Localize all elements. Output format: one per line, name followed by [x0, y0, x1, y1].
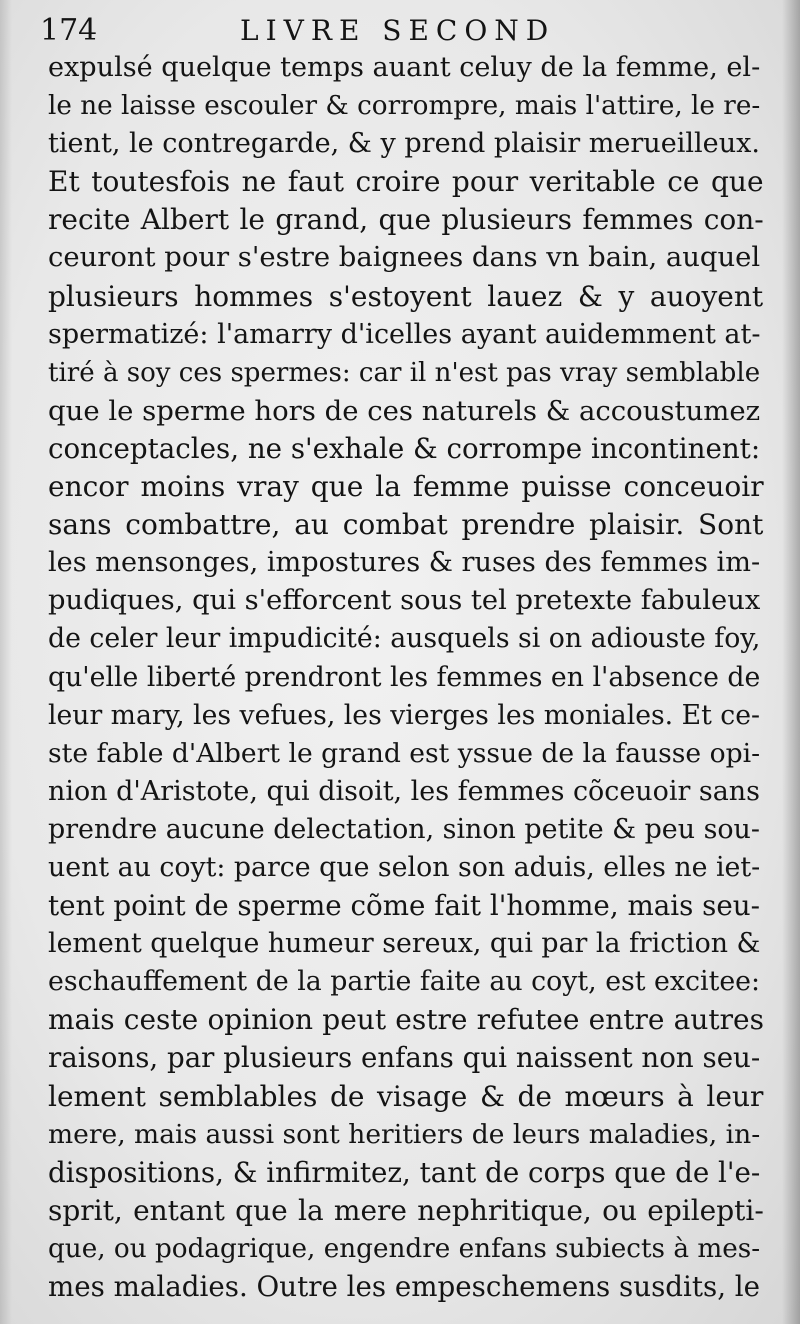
text-line: recite Albert le grand, que plusieurs femmes con- [48, 203, 764, 237]
text-line: raisons, par plusieurs enfans qui naissent non seu- [48, 1041, 761, 1075]
text-line: de celer leur impudicité: ausquels si on adiouste foy, [48, 623, 761, 655]
text-line: ste fable d'Albert le grand est yssue de la fausse opi- [48, 737, 761, 769]
text-line: tient, le contregarde, & y prend plaisir merueilleux. [48, 128, 760, 160]
text-line: les mensonges, impostures & ruses des femmes im- [48, 547, 761, 579]
page-number: 174 [40, 13, 98, 48]
page-header [40, 12, 760, 48]
text-line: Et toutesfois ne faut croire pour veritable ce que [48, 165, 764, 199]
text-line: dispositions, & infirmitez, tant de corps que de l'e- [48, 1155, 761, 1189]
running-head: LIVRE SECOND [240, 14, 556, 47]
page-left-shadow [0, 0, 12, 1324]
text-line: lement semblables de visage & de mœurs à leur [48, 1079, 764, 1113]
text-line: que le sperme hors de ces naturels & accoustumez [48, 394, 761, 427]
text-line: mere, mais aussi sont heritiers de leurs maladies, in- [48, 1118, 761, 1150]
text-line: tiré à soy ces spermes: car il n'est pas vray semblable [48, 357, 761, 388]
text-line: plusieurs hommes s'estoyent lauez & y auoyent [48, 279, 764, 313]
text-line: encor moins vray que la femme puisse conceuoir [48, 470, 764, 504]
text-line: eschauffement de la partie faite au coyt, est excitee: [48, 966, 761, 998]
text-line: leur mary, les vefues, les vierges les moniales. Et ce- [48, 699, 760, 731]
text-line: que, ou podagrique, engendre enfans subiects à mes- [48, 1233, 761, 1264]
text-line: sans combattre, au combat prendre plaisir. Sont [48, 508, 764, 542]
text-line: qu'elle liberté prendront les femmes en l'absence de [48, 661, 761, 693]
text-line: mais ceste opinion peut estre refutee entre autres [48, 1003, 764, 1037]
text-line: le ne laisse escouler & corrompre, mais l'attire, le re- [48, 91, 761, 122]
text-line: conceptacles, ne s'exhale & corrompe incontinent: [48, 431, 761, 465]
text-line: tent point de sperme cõme fait l'homme, mais seu- [48, 889, 761, 923]
text-line: ceuront pour s'estre baignees dans vn bain, auquel [48, 242, 761, 274]
text-line: expulsé quelque temps auant celuy de la femme, el- [48, 52, 761, 83]
text-line: spermatizé: l'amarry d'icelles ayant auidemment at- [48, 318, 761, 350]
text-line: nion d'Aristote, qui disoit, les femmes cõceuoir sans [48, 775, 760, 807]
text-line: pudiques, qui s'efforcent sous tel pretexte fabuleux [48, 585, 761, 617]
text-line: prendre aucune delectation, sinon petite & peu sou- [48, 813, 760, 845]
text-line: lement quelque humeur sereux, qui par la friction & [48, 928, 761, 960]
body-text [48, 49, 764, 1306]
text-line: mes maladies. Outre les empeschemens susdits, le [48, 1270, 761, 1303]
text-line: sprit, entant que la mere nephritique, ou epilepti- [48, 1193, 764, 1227]
text-line: uent au coyt: parce que selon son aduis, elles ne iet- [48, 851, 761, 883]
page-right-shadow [782, 0, 800, 1324]
